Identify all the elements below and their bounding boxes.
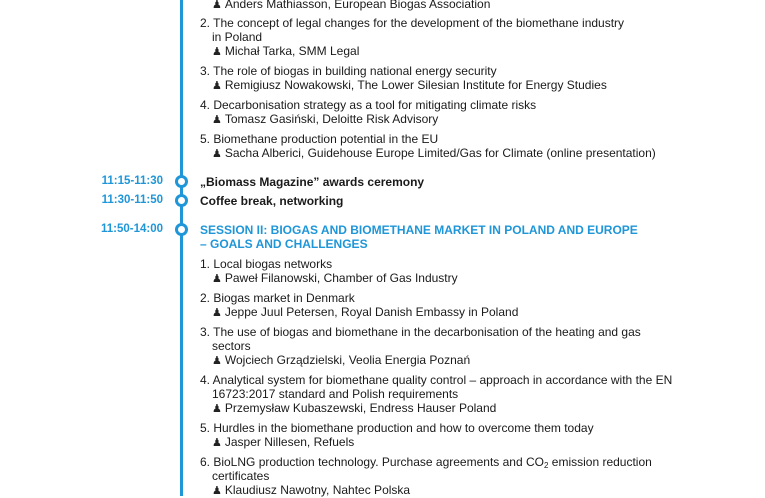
session-title-continued: – GOALS AND CHALLENGES: [200, 237, 368, 251]
talk-title-continued: certificates: [212, 469, 270, 483]
speaker-line: ♟ Jasper Nillesen, Refuels: [212, 435, 355, 449]
timeline-dot-circle-icon: [175, 223, 188, 236]
timeline-line: [180, 0, 183, 496]
speaker-line: ♟ Paweł Filanowski, Chamber of Gas Industry: [212, 271, 458, 285]
talk-title: 5. Hurdles in the biomethane production and how to overcome them today: [200, 421, 594, 435]
talk-title: 4. Analytical system for biomethane quality control – approach in accordance with the EN: [200, 373, 673, 387]
timeline-dot-circle-icon: [175, 194, 188, 207]
speaker-line: ♟ Klaudiusz Nawotny, Nahtec Polska: [212, 483, 411, 497]
talk-title: 3. The role of biogas in building national energy security: [200, 64, 497, 78]
event-label: „Biomass Magazine” awards ceremony: [200, 175, 425, 189]
person-icon: ♟: [212, 80, 222, 92]
talk-title: 2. The concept of legal changes for the development of the biomethane industry: [200, 16, 625, 30]
person-icon: ♟: [212, 46, 222, 58]
talk-title: 2. Biogas market in Denmark: [200, 291, 355, 305]
person-icon: ♟: [212, 307, 222, 319]
person-icon: ♟: [212, 114, 222, 126]
session-title: SESSION II: BIOGAS AND BIOMETHANE MARKET IN POLAND AND EUROPE: [200, 223, 638, 237]
talk-title-continued: in Poland: [212, 30, 263, 44]
person-icon: ♟: [212, 403, 222, 415]
speaker-line: ♟ Michał Tarka, SMM Legal: [212, 44, 360, 58]
talk-title: 3. The use of biogas and biomethane in the decarbonisation of the heating and gas: [200, 325, 641, 339]
speaker-line: ♟ Przemysław Kubaszewski, Endress Hauser Poland: [212, 401, 497, 415]
talk-title-continued: sectors: [212, 339, 251, 353]
event-label: Coffee break, networking: [200, 194, 344, 208]
event-time: 11:15-11:30: [101, 175, 163, 187]
talk-title: 4. Decarbonisation strategy as a tool for mitigating climate risks: [200, 98, 537, 112]
person-icon: ♟: [212, 273, 222, 285]
talk-title: 5. Biomethane production potential in the EU: [200, 132, 439, 146]
session-time: 11:50-14:00: [100, 223, 163, 235]
event-time: 11:30-11:50: [101, 194, 163, 206]
talk-title-continued: 16723:2017 standard and Polish requirements: [212, 387, 459, 401]
timeline-dot-circle-icon: [175, 175, 188, 188]
person-icon: ♟: [212, 0, 222, 11]
talk-title: 1. Local biogas networks: [200, 257, 333, 271]
person-icon: ♟: [212, 485, 222, 497]
speaker-line: ♟ Sacha Alberici, Guidehouse Europe Limited/Gas for Climate (online presentation): [212, 146, 656, 160]
person-icon: ♟: [212, 148, 222, 160]
speaker-line: ♟ Anders Mathiasson, European Biogas Association: [212, 0, 491, 11]
person-icon: ♟: [212, 355, 222, 367]
speaker-line: ♟ Jeppe Juul Petersen, Royal Danish Embassy in Poland: [212, 305, 519, 319]
person-icon: ♟: [212, 437, 222, 449]
speaker-line: ♟ Tomasz Gasiński, Deloitte Risk Advisory: [212, 112, 439, 126]
speaker-line: ♟ Wojciech Grządzielski, Veolia Energia Poznań: [212, 353, 471, 367]
talk-title: 6. BioLNG production technology. Purchase agreements and $CO_2$ emission reduction: [200, 455, 652, 470]
speaker-line: ♟ Remigiusz Nowakowski, The Lower Silesian Institute for Energy Studies: [212, 78, 607, 92]
